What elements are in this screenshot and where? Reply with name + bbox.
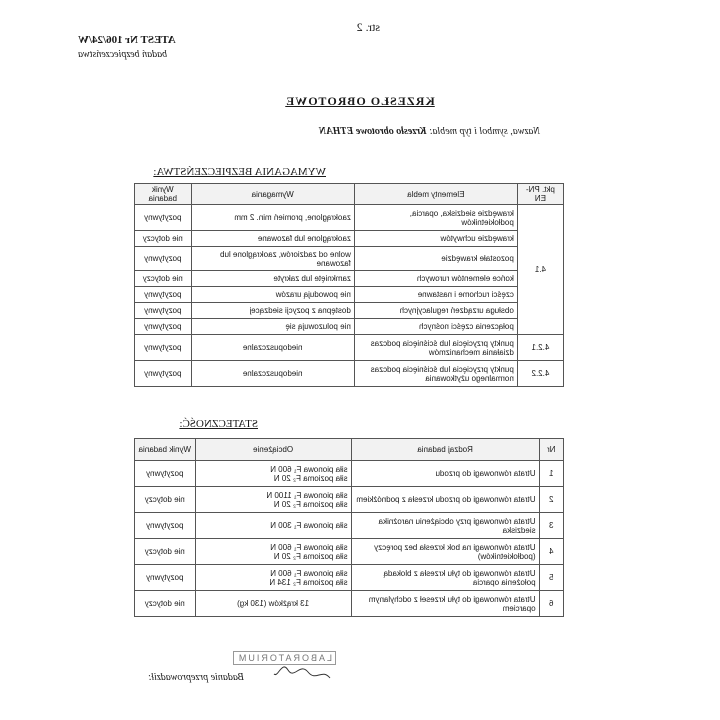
- table-row: [135, 271, 564, 287]
- signature-scribble: [272, 664, 332, 684]
- cell-result: nie dotyczy: [135, 487, 196, 513]
- product-name-line: [319, 126, 540, 137]
- document-title: KRZESŁO OBROTOWE: [285, 94, 435, 108]
- cell-element: połączenia części nośnych: [354, 319, 517, 335]
- load-line: siła pozioma F₂ 134 N: [269, 577, 348, 587]
- cell-type: Utrata równowagi do przodu krzesła z podnóżkiem: [351, 487, 539, 513]
- laboratory-stamp: LABORATORIUM: [233, 651, 336, 665]
- load-line: siła pionowa F₁ 600 N: [270, 464, 348, 474]
- cell-element: krawędzie uchwytów: [354, 231, 517, 247]
- load-line: siła pozioma F₂ 20 N: [273, 499, 348, 509]
- header-elements: Elementy mebla: [354, 184, 517, 205]
- cell-element: części ruchome i nastawne: [354, 287, 517, 303]
- cell-type: Utrata równowagi do tyłu krzesła z blokadą położenia oparcia: [351, 565, 539, 591]
- table-row: [135, 247, 564, 271]
- cell-load: [195, 513, 351, 539]
- safety-heading: WYMAGANIA BEZPIECZEŃSTWA:: [153, 166, 326, 178]
- load-line: siła pozioma F₂ 20 N: [273, 551, 348, 561]
- table-row: [135, 319, 564, 335]
- load-line: 13 krążków (130 kg): [237, 599, 310, 608]
- cell-requirement: dostępna z pozycji siedzącej: [191, 303, 354, 319]
- cell-load: [195, 487, 351, 513]
- cell-pkt: 4.1: [517, 205, 563, 335]
- signature-label: Badanie przeprowadził:: [147, 672, 244, 683]
- cell-requirement: niedopuszczalne: [191, 361, 354, 387]
- cell-requirement: niedopuszczalne: [191, 335, 354, 361]
- cell-requirement: nie powodują urazów: [191, 287, 354, 303]
- cell-result: nie dotyczy: [135, 271, 192, 287]
- load-line: siła pozioma F₂ 20 N: [273, 473, 348, 483]
- table-header-row: [135, 439, 564, 461]
- cell-type: Utrata równowagi przy obciążeniu narożnika siedziska: [351, 513, 539, 539]
- stability-heading: STATECZNOŚĆ:: [179, 418, 258, 430]
- cell-load: [195, 461, 351, 487]
- cell-pkt: 4.2.1: [517, 335, 563, 361]
- cell-element: końce elementów rurowych: [354, 271, 517, 287]
- cell-requirement: zaokrąglone, promień min. 2 mm: [191, 205, 354, 231]
- header-pkt: pkt. PN-EN: [517, 184, 563, 205]
- load-line: siła pionowa F₁ 600 N: [270, 542, 348, 552]
- header-result: Wynik badania: [135, 439, 196, 461]
- cell-result: pozytywny: [135, 335, 192, 361]
- cell-nr: 2: [539, 487, 563, 513]
- cell-nr: 5: [539, 565, 563, 591]
- cell-result: nie dotyczy: [135, 591, 196, 617]
- table-row: [135, 565, 564, 591]
- cell-nr: 1: [539, 461, 563, 487]
- table-row: [135, 335, 564, 361]
- cell-result: nie dotyczy: [135, 231, 192, 247]
- header-type: Rodzaj badania: [351, 439, 539, 461]
- cell-result: pozytywny: [135, 287, 192, 303]
- table-row: [135, 539, 564, 565]
- cell-load: [195, 565, 351, 591]
- header-result: Wynik badania: [135, 184, 192, 205]
- table-row: [135, 303, 564, 319]
- cell-result: pozytywny: [135, 513, 196, 539]
- table-row: [135, 513, 564, 539]
- cell-element: pozostałe krawędzie: [354, 247, 517, 271]
- table-row: [135, 591, 564, 617]
- cell-requirement: wolne od zadziorów, zaokrąglone lub fazowane: [191, 247, 354, 271]
- cell-element: obsługa urządzeń regulacyjnych: [354, 303, 517, 319]
- cell-result: pozytywny: [135, 361, 192, 387]
- cell-result: pozytywny: [135, 205, 192, 231]
- page-number: str. 2: [356, 20, 380, 34]
- cell-type: Utrata równowagi do tyłu krzeseł z odchylanym oparciem: [351, 591, 539, 617]
- header-requirement: Wymagania: [191, 184, 354, 205]
- product-name-label: Nazwa, symbol i typ mebla:: [429, 126, 540, 137]
- table-row: [135, 205, 564, 231]
- atest-number: ATEST Nr 106/24/W: [78, 34, 176, 46]
- cell-result: nie dotyczy: [135, 539, 196, 565]
- cell-result: pozytywny: [135, 247, 192, 271]
- cell-result: pozytywny: [135, 303, 192, 319]
- atest-subtitle: badań bezpieczeństwa: [78, 49, 168, 60]
- cell-nr: 6: [539, 591, 563, 617]
- cell-result: pozytywny: [135, 565, 196, 591]
- table-row: [135, 231, 564, 247]
- table-row: [135, 361, 564, 387]
- cell-nr: 4: [539, 539, 563, 565]
- stability-table: [134, 438, 564, 617]
- cell-result: pozytywny: [135, 319, 192, 335]
- cell-type: Utrata równowagi na bok krzesła bez poręczy (podłokietników): [351, 539, 539, 565]
- cell-requirement: zaokrąglone lub fazowane: [191, 231, 354, 247]
- cell-load: [195, 539, 351, 565]
- product-name-value: Krzesło obrotowe ETHAN: [318, 126, 427, 137]
- table-row: [135, 487, 564, 513]
- cell-type: Utrata równowagi do przodu: [351, 461, 539, 487]
- cell-element: punkty przycięcia lub ściśnięcia podczas normalnego użytkowania: [354, 361, 517, 387]
- load-line: siła pionowa F₁ 1100 N: [266, 490, 348, 500]
- cell-requirement: zamknięte lub zakryte: [191, 271, 354, 287]
- cell-nr: 3: [539, 513, 563, 539]
- cell-load: [195, 591, 351, 617]
- cell-element: punkty przycięcia lub ściśnięcia podczas działania mechanizmów: [354, 335, 517, 361]
- header-load: Obciążenie: [195, 439, 351, 461]
- cell-element: krawędzie siedziska, oparcia, podłokietników: [354, 205, 517, 231]
- cell-pkt: 4.2.2: [517, 361, 563, 387]
- header-nr: Nr: [539, 439, 563, 461]
- table-header-row: [135, 184, 564, 205]
- table-row: [135, 461, 564, 487]
- load-line: siła pionowa F₁ 300 N: [270, 521, 348, 530]
- safety-requirements-table: [134, 183, 564, 387]
- cell-requirement: nie poluzowują się: [191, 319, 354, 335]
- cell-result: pozytywny: [135, 461, 196, 487]
- table-row: [135, 287, 564, 303]
- load-line: siła pionowa F₁ 600 N: [270, 568, 348, 578]
